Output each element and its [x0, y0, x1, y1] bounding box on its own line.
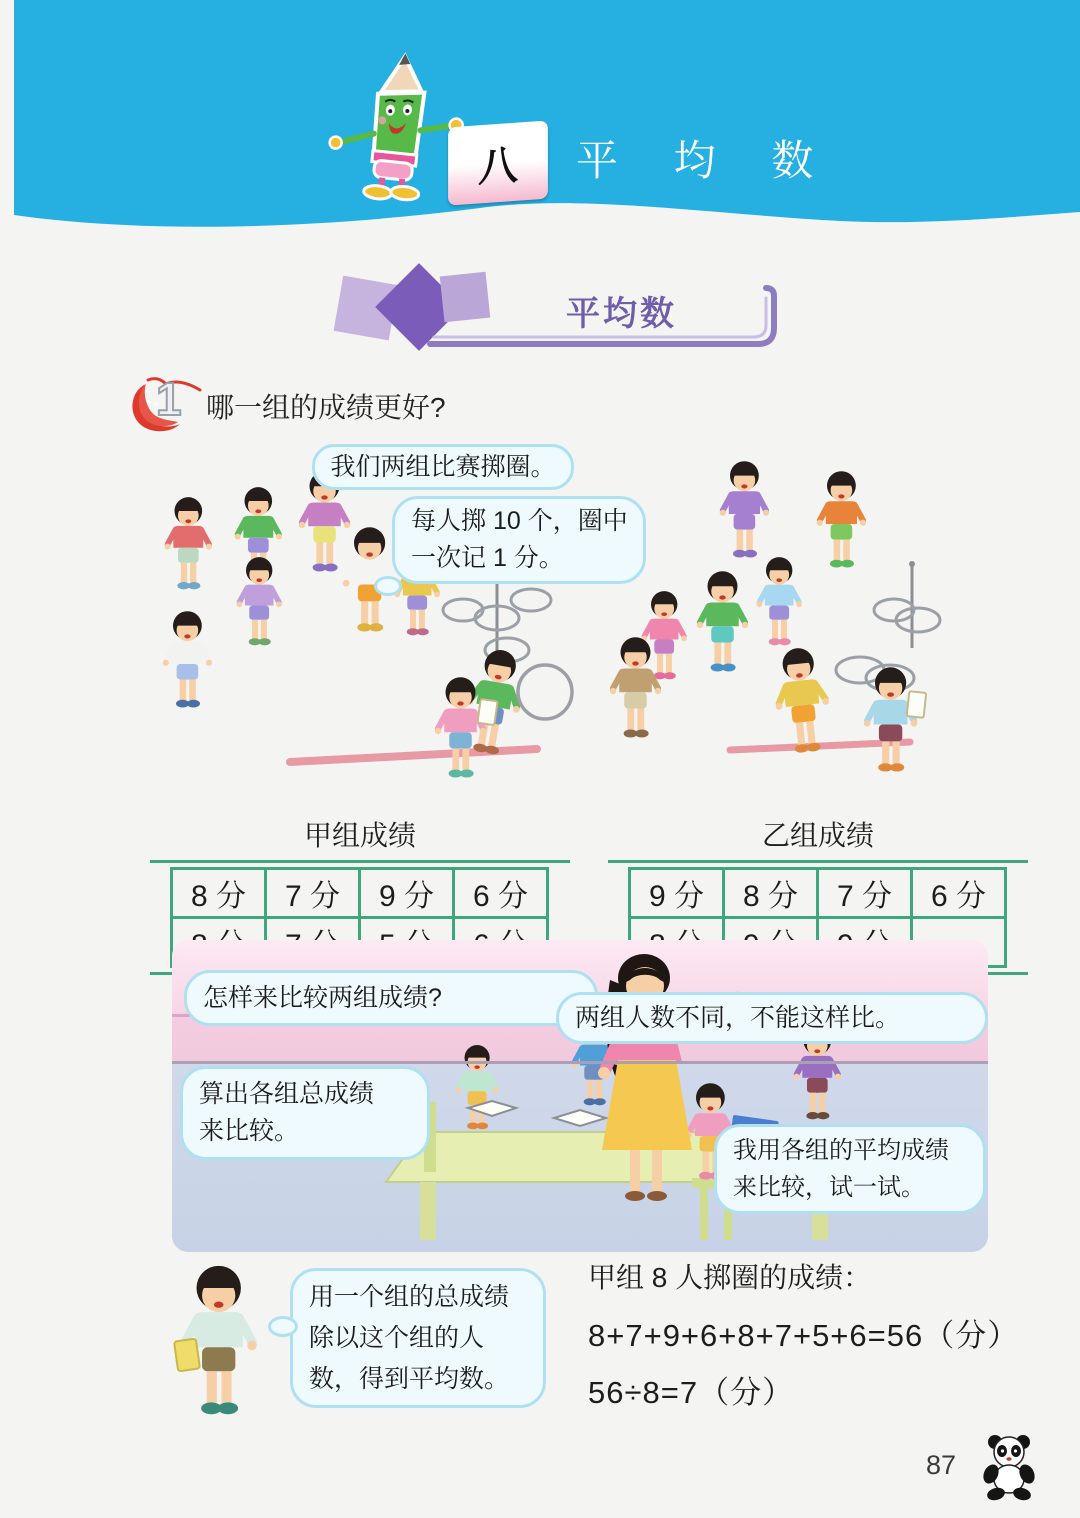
wall-floor-line	[172, 1061, 988, 1064]
bubble-solution-tail	[268, 1316, 298, 1337]
bubble-solution-line3: 数，得到平均数。	[309, 1364, 510, 1393]
bubble-girl	[180, 1066, 430, 1160]
bubble-girl-line2: 来比较。	[199, 1117, 300, 1145]
bubble-teacher-text: 怎样来比较两组成绩?	[203, 983, 442, 1012]
group-b-scene-illustration	[600, 448, 1025, 818]
score-cell: 7 分	[818, 869, 912, 918]
score-cell: 8 分	[172, 869, 266, 918]
bubble-girl-line1: 算出各组总成绩	[199, 1080, 375, 1108]
table-rule	[608, 860, 1028, 863]
solution-block	[588, 1256, 1019, 1424]
bubble-rules-line2: 一次记 1 分。	[411, 544, 564, 572]
group-b-table-title: 乙组成绩	[761, 820, 874, 851]
throw-line	[290, 749, 537, 762]
score-cell: 6 分	[454, 869, 548, 918]
example-number: 1	[156, 373, 182, 425]
chapter-title: 平 均 数	[576, 137, 836, 184]
bubble-intro-text: 我们两组比赛掷圈。	[330, 452, 556, 481]
banner-background	[14, 0, 1080, 240]
bubble-boy-blue	[556, 992, 988, 1044]
bubble-boy-purple-line2: 来比较，试一试。	[733, 1174, 925, 1201]
bubble-solution-line2: 除以这个组的人	[309, 1323, 485, 1352]
score-cell: 7 分	[266, 869, 360, 918]
bubble-solution-line1: 用一个组的总成绩	[309, 1282, 510, 1311]
bubble-boy-blue-text: 两组人数不同，不能这样比。	[575, 1003, 901, 1032]
chapter-number-calendar	[448, 120, 548, 205]
bubble-boy-purple-line1: 我用各组的平均成绩	[733, 1137, 949, 1164]
bubble-solution-hint	[290, 1268, 546, 1408]
example-question: 哪一组的成绩更好?	[206, 392, 446, 423]
section-bracket	[330, 262, 800, 357]
solution-equation-2: 56÷8=7（分）	[588, 1375, 795, 1410]
bubble-teacher	[184, 970, 598, 1026]
bubble-rules-line1: 每人掷 10 个，圈中	[411, 507, 628, 535]
group-a-table-title: 甲组成绩	[303, 820, 416, 851]
bubble-intro	[312, 444, 574, 490]
score-cell: 8 分	[724, 869, 818, 918]
page-number: 87	[926, 1450, 957, 1480]
bubble-rules-tail	[374, 576, 402, 596]
table-rule	[150, 860, 570, 863]
score-cell: 9 分	[360, 869, 454, 918]
score-cell: 6 分	[912, 869, 1006, 918]
solution-equation-1: 8+7+9+6+8+7+5+6=56（分）	[588, 1318, 1020, 1353]
solution-heading: 甲组 8 人掷圈的成绩：	[588, 1262, 872, 1293]
score-cell: 9 分	[630, 869, 724, 918]
bubble-rules	[392, 496, 646, 584]
bubble-boy-purple	[714, 1124, 986, 1214]
panda-illustration	[978, 1432, 1040, 1504]
chapter-number: 八	[478, 143, 518, 190]
section-title: 平均数	[566, 295, 677, 333]
student-illustration	[158, 1258, 308, 1433]
